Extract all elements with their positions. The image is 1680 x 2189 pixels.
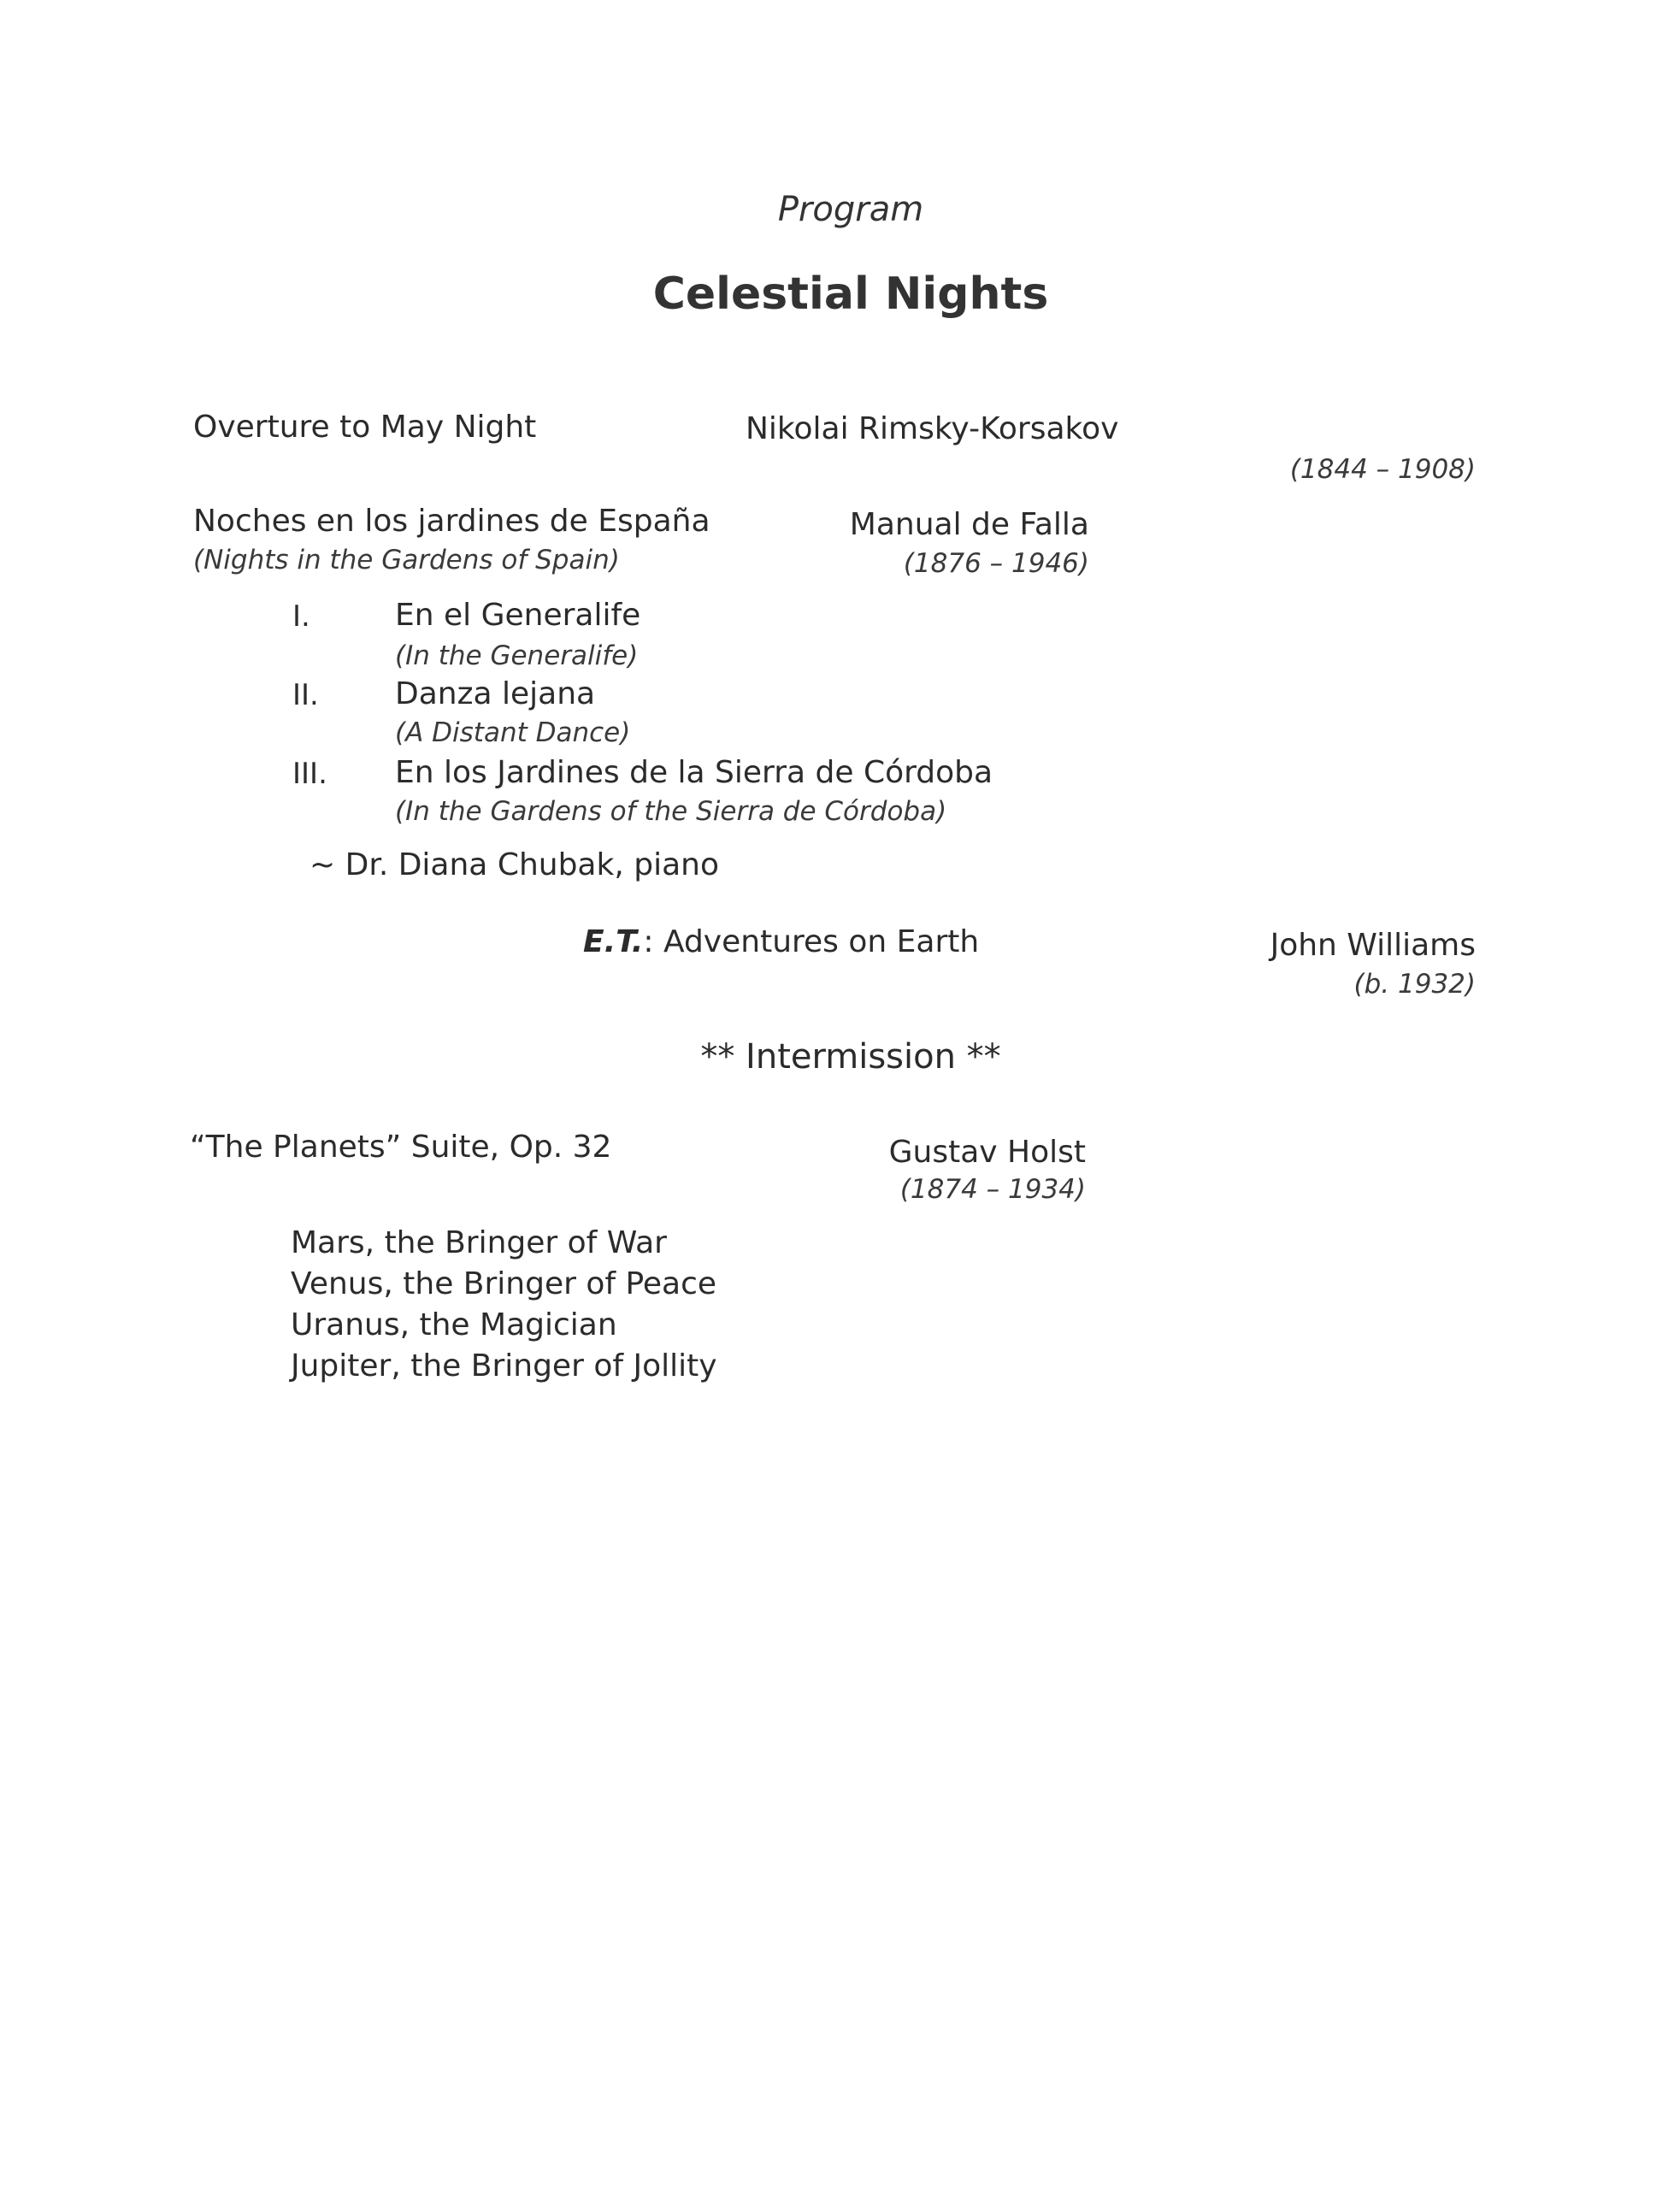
composer-name: Nikolai Rimsky-Korsakov [746, 411, 1119, 446]
piece-subtitle: (Nights in the Gardens of Spain) [193, 545, 620, 575]
movement-title: Venus, the Bringer of Peace [291, 1266, 717, 1301]
composer-dates: (b. 1932) [1353, 969, 1476, 1000]
movement-translation: (A Distant Dance) [395, 717, 631, 748]
piece-title: Noches en los jardines de España [193, 504, 710, 539]
composer-name: Manual de Falla [849, 507, 1089, 542]
movement-title: Mars, the Bringer of War [291, 1225, 667, 1260]
movement-title: Danza lejana [395, 676, 596, 711]
composer-name: Gustav Holst [888, 1135, 1086, 1170]
program-title: Celestial Nights [652, 268, 1049, 320]
composer-dates: (1874 – 1934) [899, 1174, 1086, 1205]
piece-title-rest: : Adventures on Earth [643, 924, 980, 959]
movement-title: En el Generalife [395, 598, 641, 633]
movement-title: En los Jardines de la Sierra de Córdoba [395, 755, 993, 790]
movement-title: Uranus, the Magician [291, 1307, 617, 1342]
program-label: Program [777, 190, 924, 229]
soloist-credit: ~ Dr. Diana Chubak, piano [309, 847, 719, 882]
movement-translation: (In the Generalife) [395, 640, 639, 671]
movement-title: Jupiter, the Bringer of Jollity [291, 1348, 717, 1384]
piece-title: “The Planets” Suite, Op. 32 [190, 1130, 612, 1165]
movement-number: II. [292, 678, 319, 712]
piece-title [583, 924, 980, 959]
piece-title: Overture to May Night [193, 410, 537, 445]
movement-number: I. [292, 599, 310, 634]
intermission: ** Intermission ** [700, 1037, 1001, 1077]
piece-title-prefix: E.T. [583, 924, 644, 959]
composer-name: John Williams [1270, 928, 1476, 963]
composer-dates: (1876 – 1946) [903, 548, 1089, 579]
movement-number: III. [292, 757, 327, 791]
composer-dates: (1844 – 1908) [1289, 454, 1476, 485]
movement-translation: (In the Gardens of the Sierra de Córdoba) [395, 796, 947, 827]
